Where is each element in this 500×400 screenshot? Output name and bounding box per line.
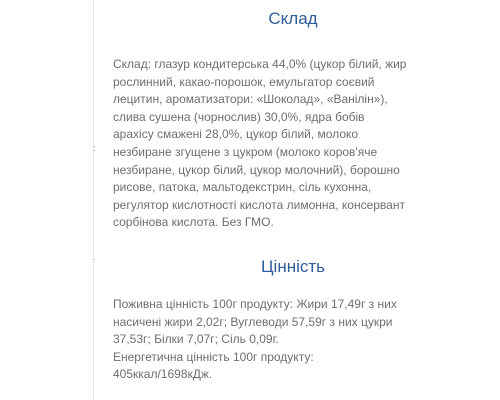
nutrition-title: Цінність xyxy=(260,257,326,276)
left-divider xyxy=(93,0,94,400)
nutrition-line: Енергетична цінність 100г продукту: xyxy=(113,349,314,364)
composition-line: незбиране згущене з цукром (молоко коров'яче xyxy=(113,144,378,159)
composition-line: арахісу смажені 28,0%, цукор білий, молоко xyxy=(113,127,359,142)
nutrition-line: Поживна цінність 100г продукту: Жири 17,49г з них xyxy=(113,297,397,311)
composition-line: лецитин, ароматизатори: «Шоколад», «Ванілін»), xyxy=(113,92,388,107)
composition-line: рослинний, какао-порошок, емульгатор соєвий xyxy=(113,74,375,89)
margin-mark: : xyxy=(93,143,96,153)
composition-line: слива сушена (чорнослив) 30,0%, ядра бобів xyxy=(113,109,365,124)
composition-line: сорбінова кислота. Без ГМО. xyxy=(113,215,274,230)
composition-line: регулятор кислотності кислота лимонна, консервант xyxy=(113,197,405,212)
nutrition-line: насичені жири 2,02г; Вуглеводи 57,59г з них цукри xyxy=(113,314,393,329)
margin-mark: . xyxy=(93,252,96,262)
composition-line: Склад: глазур кондитерська 44,0% (цукор білий, жир xyxy=(113,57,407,71)
composition-text xyxy=(113,56,485,232)
nutrition-text xyxy=(113,296,485,384)
composition-title: Склад xyxy=(268,9,318,28)
composition-line: рисове, патока, мальтодекстрин, сіль кухонна, xyxy=(113,180,372,195)
composition-line: незбиране, цукор білий, цукор молочний), борошно xyxy=(113,162,400,177)
nutrition-line: 37,53г; Білки 7,07г; Сіль 0,09г. xyxy=(113,332,279,347)
nutrition-line: 405ккал/1698кДж. xyxy=(113,367,213,382)
